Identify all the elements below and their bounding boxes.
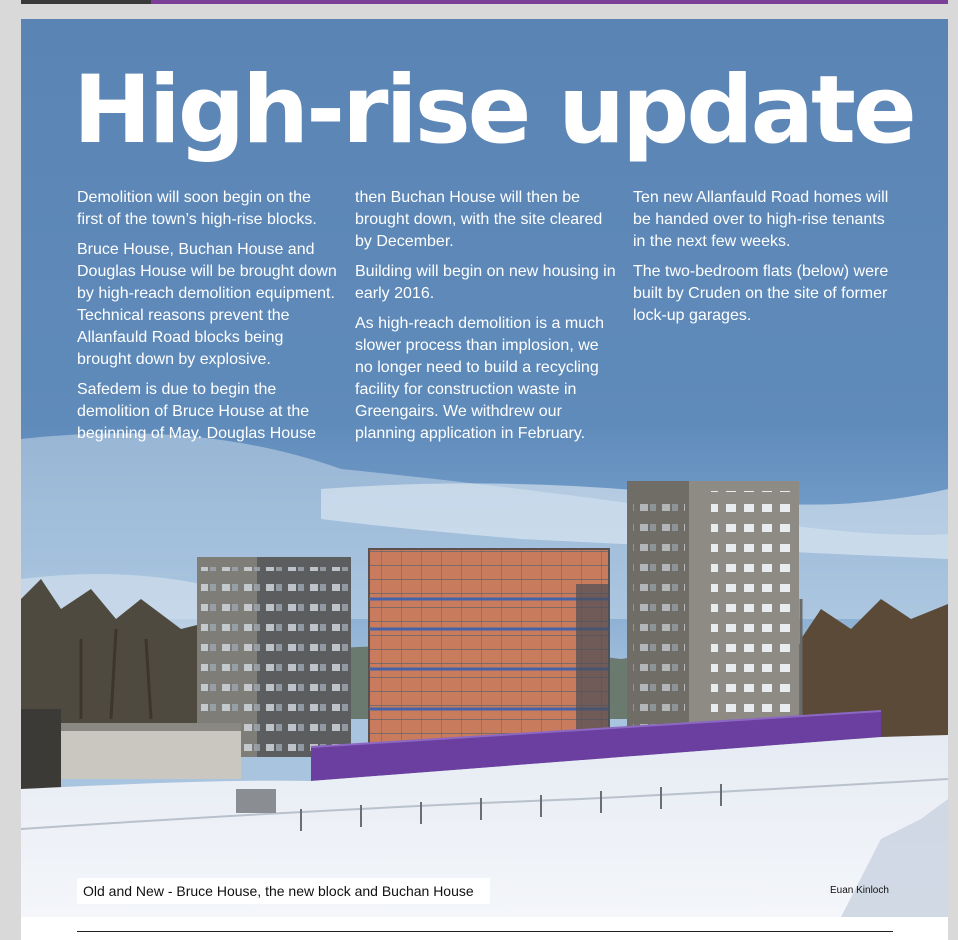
paragraph: Safedem is due to begin the demolition of Bruce House at the beginning of May. Douglas House	[77, 381, 316, 442]
paragraph: Building will begin on new housing in early 2016.	[355, 263, 616, 302]
headline: High-rise update	[73, 56, 914, 165]
divider	[77, 931, 893, 932]
photo-credit: Euan Kinloch	[830, 885, 889, 896]
photo-caption: Old and New - Bruce House, the new block and Buchan House	[77, 878, 490, 904]
paragraph: Demolition will soon begin on the first of the town’s high-rise blocks.	[77, 189, 317, 228]
top-bar-accent	[151, 0, 948, 4]
article-column-3	[633, 187, 895, 335]
article-column-2	[355, 187, 617, 453]
paragraph: The two-bedroom flats (below) were built by Cruden on the site of former lock-up garages.	[633, 263, 889, 324]
paragraph: Bruce House, Buchan House and Douglas House will be brought down by high-reach demolition equipment. Technical reasons prevent the Allanfauld Road blocks being brought down by explosive.	[77, 241, 337, 368]
paragraph: As high-reach demolition is a much slower process than implosion, we no longer need to build a recycling facility for construction waste in Greengairs. We withdrew our planning application in February.	[355, 315, 605, 442]
top-bar-dark	[21, 0, 151, 4]
paragraph: then Buchan House will then be brought down, with the site cleared by December.	[355, 189, 603, 250]
article-page	[21, 19, 948, 940]
paragraph: Ten new Allanfauld Road homes will be handed over to high-rise tenants in the next few weeks.	[633, 189, 889, 250]
article-column-1	[77, 187, 339, 453]
